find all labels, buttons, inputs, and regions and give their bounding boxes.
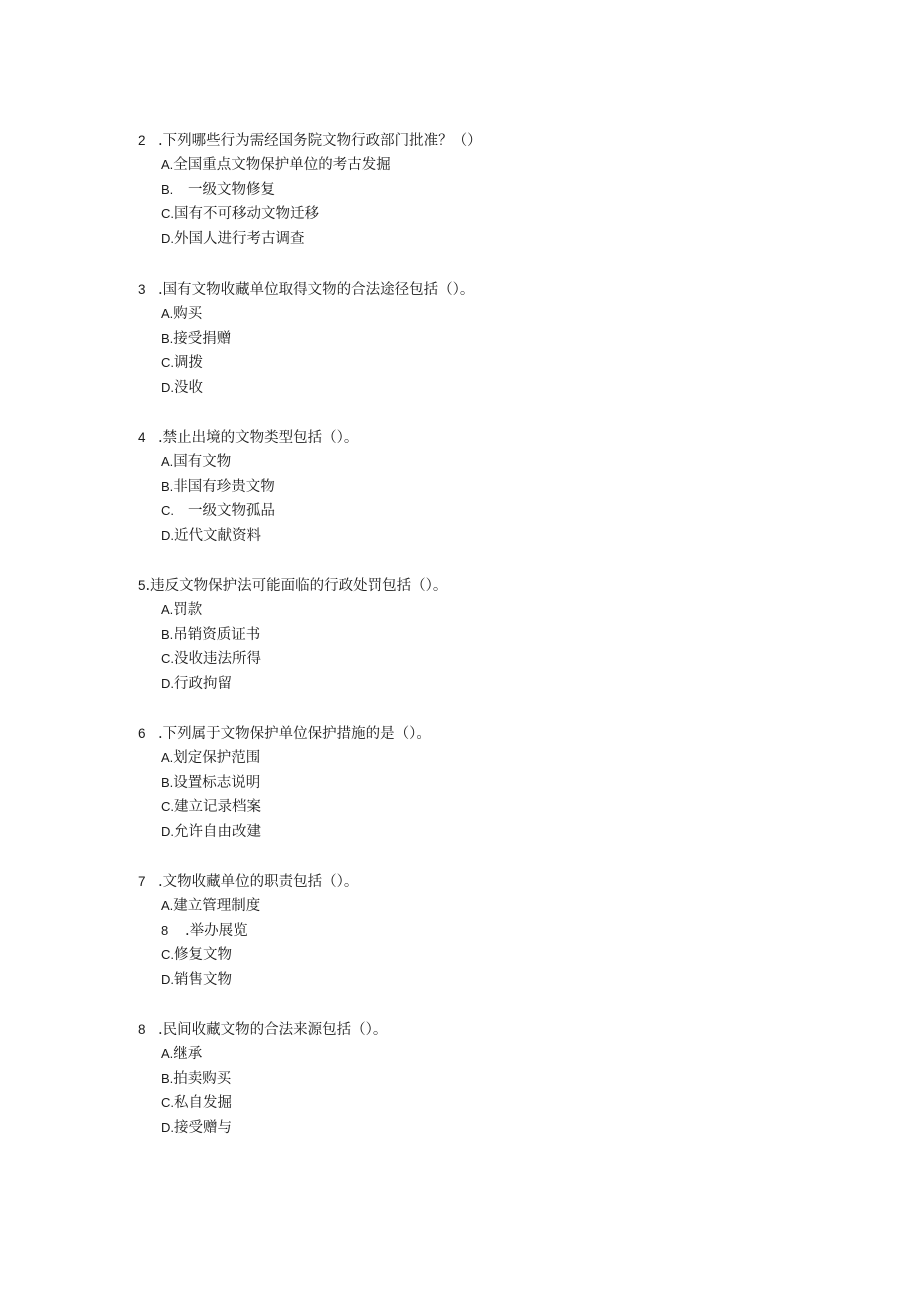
option-letter: A. — [161, 750, 174, 765]
option-letter: B. — [161, 626, 174, 642]
option-b — [161, 623, 838, 648]
option-a — [161, 302, 838, 327]
question-stem — [138, 128, 838, 153]
option-list — [161, 450, 838, 549]
option-letter: 8 — [161, 922, 169, 938]
question-dot: . — [158, 1022, 163, 1038]
option-d — [161, 968, 838, 993]
question-2 — [138, 128, 838, 252]
question-text: 下列属于文物保护单位保护措施的是（）。 — [162, 726, 431, 742]
option-text: 一级文物孤品 — [188, 503, 275, 520]
question-number: 6 — [138, 726, 146, 741]
option-letter: D. — [161, 1120, 174, 1136]
option-b — [161, 178, 838, 203]
question-stem — [138, 573, 838, 598]
option-letter: A. — [161, 306, 174, 321]
option-letter: B. — [161, 774, 174, 790]
question-4 — [138, 425, 838, 549]
option-b — [161, 771, 838, 796]
option-list — [161, 302, 838, 401]
option-text: 接受赠与 — [174, 1120, 232, 1137]
question-text: 禁止出境的文物类型包括（）。 — [162, 430, 359, 446]
question-stem — [138, 277, 838, 302]
option-text: 吊销资质证书 — [173, 626, 261, 643]
question-stem — [138, 425, 838, 450]
option-list — [161, 894, 838, 993]
option-a — [161, 598, 838, 623]
option-text: 购买 — [173, 306, 203, 322]
option-d — [161, 1116, 838, 1141]
option-a — [161, 153, 838, 178]
option-c — [161, 1091, 838, 1116]
question-number: 4 — [138, 430, 146, 445]
option-b — [161, 919, 838, 944]
question-text: 违反文物保护法可能面临的行政处罚包括（）。 — [150, 578, 448, 594]
option-letter: C. — [161, 799, 174, 815]
option-letter: A. — [161, 454, 174, 469]
option-d — [161, 820, 838, 845]
option-text: 一级文物修复 — [188, 181, 275, 198]
option-letter: A. — [161, 1046, 174, 1061]
option-a — [161, 1042, 838, 1067]
option-letter: C. — [161, 206, 174, 222]
option-letter: B. — [161, 478, 174, 494]
option-letter: A. — [161, 602, 174, 617]
question-stem — [138, 869, 838, 894]
option-letter: D. — [161, 380, 174, 396]
option-text: 继承 — [173, 1046, 203, 1062]
option-a — [161, 450, 838, 475]
option-text: 行政拘留 — [174, 676, 232, 693]
option-d — [161, 376, 838, 401]
question-7 — [138, 869, 838, 993]
option-letter: B. — [161, 1070, 174, 1086]
option-c — [161, 647, 838, 672]
option-letter: D. — [161, 528, 174, 544]
option-c — [161, 795, 838, 820]
option-letter: A. — [161, 898, 174, 913]
option-text: 没收 — [174, 380, 203, 397]
option-text: 销售文物 — [174, 972, 232, 989]
option-c — [161, 943, 838, 968]
option-text: 建立管理制度 — [173, 898, 261, 914]
option-text: 近代文献资料 — [174, 528, 261, 545]
option-text: 全国重点文物保护单位的考古发掘 — [173, 157, 391, 173]
option-c — [161, 202, 838, 227]
option-letter: C. — [161, 651, 174, 667]
question-text: 国有文物收藏单位取得文物的合法途径包括（）。 — [162, 282, 475, 298]
option-letter: C. — [161, 947, 174, 963]
question-number: 7 — [138, 874, 146, 889]
question-dot: . — [158, 726, 163, 742]
option-text: 没收违法所得 — [174, 651, 261, 668]
question-text: 民间收藏文物的合法来源包括（）。 — [162, 1022, 388, 1038]
option-letter: B. — [161, 181, 174, 197]
question-text: 下列哪些行为需经国务院文物行政部门批准？（） — [162, 133, 482, 149]
question-dot: . — [158, 282, 163, 298]
option-text: 允许自由改建 — [174, 824, 261, 841]
option-text: 修复文物 — [174, 947, 232, 964]
option-a — [161, 746, 838, 771]
option-text: 拍卖购买 — [173, 1070, 232, 1087]
question-dot: . — [158, 430, 163, 446]
option-d — [161, 672, 838, 697]
question-stem — [138, 721, 838, 746]
question-6 — [138, 721, 838, 845]
question-number: 5 — [138, 578, 146, 593]
question-text: 文物收藏单位的职责包括（）。 — [162, 874, 359, 890]
option-list — [161, 746, 838, 845]
option-letter: B. — [161, 330, 174, 346]
option-b — [161, 327, 838, 352]
option-letter: D. — [161, 972, 174, 988]
question-dot: . — [158, 133, 163, 149]
option-letter: C. — [161, 1095, 174, 1111]
question-dot: . — [145, 578, 151, 594]
question-dot: . — [158, 874, 163, 890]
option-text: 设置标志说明 — [173, 774, 261, 791]
question-number: 2 — [138, 133, 146, 148]
option-c — [161, 351, 838, 376]
question-number: 3 — [138, 282, 146, 297]
question-5 — [138, 573, 838, 697]
option-list — [161, 153, 838, 252]
option-letter: D. — [161, 824, 174, 840]
option-text: 私自发掘 — [174, 1095, 232, 1112]
question-3 — [138, 277, 838, 401]
option-text: 罚款 — [173, 602, 203, 618]
question-stem — [138, 1017, 838, 1042]
option-letter: D. — [161, 676, 174, 692]
option-d — [161, 524, 838, 549]
option-list — [161, 598, 838, 697]
question-8 — [138, 1017, 838, 1141]
option-text: 外国人进行考古调查 — [174, 231, 305, 248]
option-text: .举办展览 — [185, 922, 248, 939]
option-b — [161, 1067, 838, 1092]
option-letter: C. — [161, 503, 174, 519]
option-list — [161, 1042, 838, 1141]
option-b — [161, 475, 838, 500]
option-text: 建立记录档案 — [174, 799, 261, 816]
option-a — [161, 894, 838, 919]
question-number: 8 — [138, 1022, 146, 1037]
option-text: 接受捐赠 — [173, 330, 232, 347]
option-text: 调拨 — [174, 355, 203, 372]
option-letter: D. — [161, 231, 174, 247]
option-d — [161, 227, 838, 252]
option-text: 国有不可移动文物迁移 — [174, 206, 319, 223]
option-c — [161, 499, 838, 524]
option-text: 国有文物 — [173, 454, 232, 470]
option-letter: A. — [161, 157, 174, 172]
option-text: 非国有珍贵文物 — [173, 478, 275, 495]
option-letter: C. — [161, 355, 174, 371]
option-text: 划定保护范围 — [173, 750, 261, 766]
